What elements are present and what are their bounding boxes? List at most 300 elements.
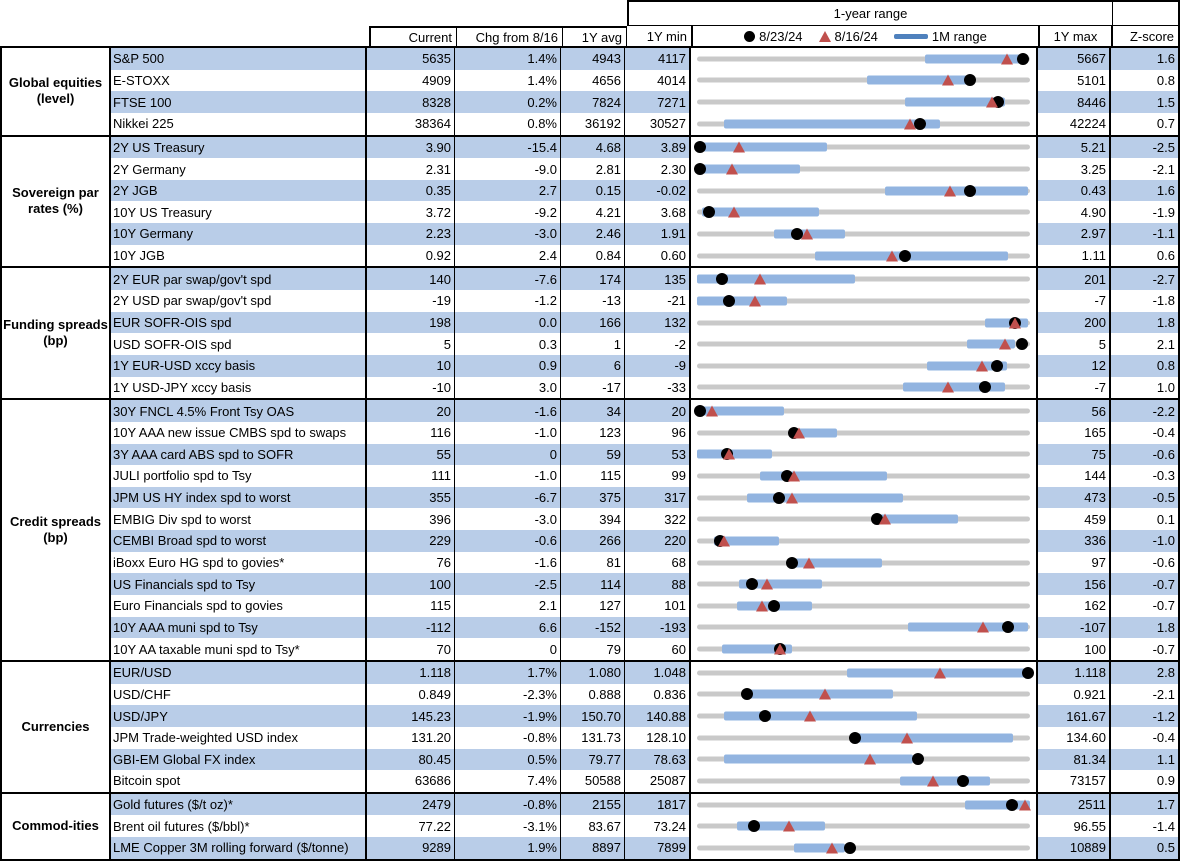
row-label: Euro Financials spd to govies <box>111 595 367 617</box>
prior-week-triangle-marker <box>786 492 798 503</box>
1y-avg-value: 174 <box>561 268 625 290</box>
table-row <box>111 617 1178 639</box>
current-value: 5635 <box>367 48 455 70</box>
zscore-value: 1.6 <box>1111 48 1178 70</box>
1y-min-value: 60 <box>625 638 691 660</box>
1y-min-value: 88 <box>625 573 691 595</box>
1y-min-value: 3.68 <box>625 201 691 223</box>
1y-avg-value: 1 <box>561 333 625 355</box>
1y-avg-value: 8897 <box>561 837 625 859</box>
1y-min-value: 220 <box>625 530 691 552</box>
prior-week-triangle-marker <box>728 207 740 218</box>
range-chart <box>691 530 1038 552</box>
1y-avg-value: 6 <box>561 355 625 377</box>
col-header-current: Current <box>369 26 457 46</box>
1y-avg-value: 150.70 <box>561 705 625 727</box>
zscore-value: -0.7 <box>1111 573 1178 595</box>
current-value: 229 <box>367 530 455 552</box>
range-chart <box>691 48 1038 70</box>
row-label: iBoxx Euro HG spd to govies* <box>111 552 367 574</box>
range-chart-area <box>697 487 1030 509</box>
row-label: 1Y EUR-USD xccy basis <box>111 355 367 377</box>
1y-min-value: 101 <box>625 595 691 617</box>
chg-value: -1.6 <box>455 552 561 574</box>
range-chart-area <box>697 312 1030 334</box>
1y-max-value: 459 <box>1038 508 1111 530</box>
1y-avg-value: 115 <box>561 465 625 487</box>
current-value: 355 <box>367 487 455 509</box>
chg-value: 2.4 <box>455 245 561 267</box>
group-rows <box>111 794 1178 859</box>
range-chart <box>691 91 1038 113</box>
month-range-bar <box>697 165 800 174</box>
current-dot-marker <box>964 185 976 197</box>
range-chart <box>691 662 1038 684</box>
chg-value: 1.4% <box>455 48 561 70</box>
1y-max-value: 2511 <box>1038 794 1111 816</box>
chg-value: 0 <box>455 638 561 660</box>
col-header-zscore: Z-score <box>1113 26 1180 46</box>
current-dot-marker <box>899 250 911 262</box>
table-row <box>111 530 1178 552</box>
range-track <box>697 320 1030 325</box>
month-range-bar <box>885 186 1028 195</box>
chg-value: -9.2 <box>455 201 561 223</box>
chg-value: -6.7 <box>455 487 561 509</box>
prior-week-triangle-marker <box>986 97 998 108</box>
current-value: 10 <box>367 355 455 377</box>
chg-value: -9.0 <box>455 158 561 180</box>
row-label: 1Y USD-JPY xccy basis <box>111 377 367 399</box>
range-chart <box>691 815 1038 837</box>
chg-value: -0.8% <box>455 794 561 816</box>
1y-min-value: 1817 <box>625 794 691 816</box>
prior-week-triangle-marker <box>761 579 773 590</box>
chg-value: 0.8% <box>455 113 561 135</box>
chg-value: 2.1 <box>455 595 561 617</box>
chg-value: 2.7 <box>455 180 561 202</box>
1y-min-value: -0.02 <box>625 180 691 202</box>
1y-min-value: 128.10 <box>625 727 691 749</box>
prior-week-triangle-marker <box>944 185 956 196</box>
table-row <box>111 91 1178 113</box>
current-dot-marker <box>991 360 1003 372</box>
row-label: 3Y AAA card ABS spd to SOFR <box>111 444 367 466</box>
current-value: 5 <box>367 333 455 355</box>
1y-min-value: 0.836 <box>625 684 691 706</box>
table-row <box>111 727 1178 749</box>
1y-min-value: 0.60 <box>625 245 691 267</box>
chg-value: 0.0 <box>455 312 561 334</box>
range-chart <box>691 355 1038 377</box>
1y-avg-value: -17 <box>561 377 625 399</box>
zscore-value: 1.8 <box>1111 617 1178 639</box>
1y-min-value: 73.24 <box>625 815 691 837</box>
current-value: 145.23 <box>367 705 455 727</box>
1y-min-value: -193 <box>625 617 691 639</box>
current-dot-marker <box>1006 799 1018 811</box>
range-chart-area <box>697 113 1030 135</box>
current-value: 140 <box>367 268 455 290</box>
row-label: 10Y AAA muni spd to Tsy <box>111 617 367 639</box>
current-value: 8328 <box>367 91 455 113</box>
asset-group-3 <box>2 400 1178 662</box>
range-chart <box>691 70 1038 92</box>
range-chart-area <box>697 465 1030 487</box>
zscore-value: -1.9 <box>1152 204 1175 220</box>
group-label: Global equities (level) <box>2 48 111 135</box>
range-chart <box>691 137 1038 159</box>
1y-avg-value: 2.81 <box>561 158 625 180</box>
current-dot-marker <box>768 600 780 612</box>
chg-value: -3.0 <box>455 508 561 530</box>
range-chart-area <box>697 201 1030 223</box>
range-chart <box>691 638 1038 660</box>
row-label: Gold futures ($/t oz)* <box>111 794 367 816</box>
current-value: 0.92 <box>367 245 455 267</box>
1y-max-value: 2.97 <box>1038 223 1111 245</box>
1y-max-value: 12 <box>1038 355 1111 377</box>
1y-min-value: -21 <box>625 290 691 312</box>
chg-value: 0.5% <box>455 749 561 771</box>
1y-min-value: 68 <box>625 552 691 574</box>
range-track <box>697 78 1030 83</box>
range-chart-area <box>697 48 1030 70</box>
1y-min-value: 78.63 <box>625 749 691 771</box>
1y-max-value: 96.55 <box>1038 815 1111 837</box>
table-row <box>111 837 1178 859</box>
1y-max-value: 100 <box>1038 638 1111 660</box>
1y-avg-value: 34 <box>561 400 625 422</box>
col-header-chg: Chg from 8/16 <box>457 26 563 46</box>
month-range-bar <box>760 471 887 480</box>
table-row <box>111 245 1178 267</box>
1y-min-value: -2 <box>625 333 691 355</box>
chg-value: 1.9% <box>455 837 561 859</box>
row-label: 10Y Germany <box>111 223 367 245</box>
prior-week-triangle-marker <box>801 228 813 239</box>
range-chart-area <box>697 158 1030 180</box>
current-dot-marker <box>694 163 706 175</box>
table-row <box>111 355 1178 377</box>
1y-max-value: -7 <box>1038 377 1111 399</box>
current-dot-marker <box>703 206 715 218</box>
prior-week-triangle-marker <box>793 427 805 438</box>
range-chart <box>691 837 1038 859</box>
zscore-value: -2.2 <box>1111 400 1178 422</box>
prior-week-triangle-marker <box>749 295 761 306</box>
range-chart-area <box>697 333 1030 355</box>
current-value: 70 <box>367 638 455 660</box>
1y-min-value: 1.048 <box>625 662 691 684</box>
row-label: EMBIG Div spd to worst <box>111 508 367 530</box>
row-label: USD/CHF <box>111 684 367 706</box>
current-value: 77.22 <box>367 815 455 837</box>
range-chart <box>691 794 1038 816</box>
prior-week-triangle-marker <box>706 406 718 417</box>
range-chart-area <box>697 595 1030 617</box>
current-value: 38364 <box>367 113 455 135</box>
group-rows <box>111 268 1178 398</box>
zscore-value: 1.1 <box>1111 749 1178 771</box>
1y-min-value: 7271 <box>625 91 691 113</box>
1y-min-value: 4117 <box>625 48 691 70</box>
prior-week-triangle-marker <box>927 775 939 786</box>
1y-max-value: 10889 <box>1038 837 1111 859</box>
range-chart-area <box>697 223 1030 245</box>
1y-avg-value: 127 <box>561 595 625 617</box>
prior-week-triangle-marker <box>942 382 954 393</box>
1y-avg-value: 1.080 <box>561 662 625 684</box>
current-value: -112 <box>367 617 455 639</box>
1y-avg-value: 59 <box>561 444 625 466</box>
table-row <box>111 749 1178 771</box>
current-value: 131.20 <box>367 727 455 749</box>
prior-week-triangle-marker <box>733 142 745 153</box>
row-label: 2Y US Treasury <box>111 137 367 159</box>
prior-week-triangle-marker <box>904 118 916 129</box>
1y-max-value: 5667 <box>1038 48 1111 70</box>
chg-value: -2.5 <box>455 573 561 595</box>
1y-max-value: 5 <box>1038 333 1111 355</box>
current-value: 20 <box>367 400 455 422</box>
current-value: 3.90 <box>367 137 455 159</box>
row-label: Brent oil futures ($/bbl)* <box>111 815 367 837</box>
month-range-bar <box>900 776 990 785</box>
legend-label: 8/23/24 <box>759 28 803 44</box>
table-row <box>111 595 1178 617</box>
row-label: USD SOFR-OIS spd <box>111 333 367 355</box>
zscore-value: -0.5 <box>1111 487 1178 509</box>
legend-item-bar <box>894 29 987 44</box>
table-row <box>111 573 1178 595</box>
range-chart-area <box>697 552 1030 574</box>
range-chart-area <box>697 617 1030 639</box>
zscore-value: 0.8 <box>1111 355 1178 377</box>
1y-max-value: 201 <box>1038 268 1111 290</box>
current-dot-marker <box>748 820 760 832</box>
range-chart <box>691 508 1038 530</box>
1y-avg-value: 166 <box>561 312 625 334</box>
range-chart-area <box>697 749 1030 771</box>
1y-max-value: 56 <box>1038 400 1111 422</box>
table-row <box>111 444 1178 466</box>
range-chart-area <box>697 573 1030 595</box>
month-range-bar <box>985 318 1028 327</box>
range-chart <box>691 705 1038 727</box>
range-chart-area <box>697 705 1030 727</box>
1y-min-value: 25087 <box>625 770 691 792</box>
chg-value: 3.0 <box>455 377 561 399</box>
1y-min-value: 135 <box>625 268 691 290</box>
table-row <box>111 662 1178 684</box>
1y-min-value: 132 <box>625 312 691 334</box>
row-label: S&P 500 <box>111 48 367 70</box>
range-chart-area <box>697 137 1030 159</box>
range-chart <box>691 487 1038 509</box>
1y-avg-value: 79 <box>561 638 625 660</box>
row-label: GBI-EM Global FX index <box>111 749 367 771</box>
1y-avg-value: 0.15 <box>561 180 625 202</box>
1y-max-value: 161.67 <box>1038 705 1111 727</box>
1y-max-value: 73157 <box>1038 770 1111 792</box>
col-header-1y-avg: 1Y avg <box>563 26 627 46</box>
range-chart <box>691 684 1038 706</box>
range-chart <box>691 573 1038 595</box>
1y-min-value: 99 <box>625 465 691 487</box>
month-range-bar <box>867 76 972 85</box>
range-chart <box>691 180 1038 202</box>
range-chart-area <box>697 794 1030 816</box>
1y-min-value: -33 <box>625 377 691 399</box>
1y-max-value: 165 <box>1038 422 1111 444</box>
table-row <box>111 638 1178 660</box>
1y-max-value: 134.60 <box>1038 727 1111 749</box>
current-dot-marker <box>759 710 771 722</box>
prior-week-triangle-marker <box>803 557 815 568</box>
current-value: 63686 <box>367 770 455 792</box>
range-chart-area <box>697 444 1030 466</box>
zscore-value: 2.8 <box>1111 662 1178 684</box>
current-value: 0.35 <box>367 180 455 202</box>
current-value: -19 <box>367 290 455 312</box>
zscore-value: 0.9 <box>1156 773 1175 789</box>
chg-value: -1.2 <box>455 290 561 312</box>
1y-avg-value: 375 <box>561 487 625 509</box>
range-chart <box>691 595 1038 617</box>
1y-avg-value: 7824 <box>561 91 625 113</box>
1y-max-value: 3.25 <box>1038 158 1111 180</box>
row-label: Bitcoin spot <box>111 770 367 792</box>
table-row <box>111 290 1178 312</box>
1y-avg-value: 81 <box>561 552 625 574</box>
table-body <box>0 46 1180 861</box>
1y-max-value: 1.11 <box>1038 245 1111 267</box>
table-row <box>111 201 1178 223</box>
asset-group-0 <box>2 48 1178 137</box>
table-row <box>111 312 1178 334</box>
1y-avg-value: -152 <box>561 617 625 639</box>
current-dot-marker <box>912 753 924 765</box>
1y-min-value: 30527 <box>625 113 691 135</box>
range-chart <box>691 617 1038 639</box>
chg-value: 1.7% <box>455 662 561 684</box>
current-dot-marker <box>773 492 785 504</box>
1y-max-value: -107 <box>1038 617 1111 639</box>
triangle-legend-icon <box>819 31 831 42</box>
row-label: JULI portfolio spd to Tsy <box>111 465 367 487</box>
zscore-value: -0.4 <box>1152 730 1175 746</box>
chg-value: -7.6 <box>455 268 561 290</box>
prior-week-triangle-marker <box>804 711 816 722</box>
zscore-value: -0.4 <box>1152 425 1175 441</box>
asset-group-2 <box>2 268 1178 400</box>
table-row <box>111 70 1178 92</box>
zscore-value: 1.7 <box>1111 794 1178 816</box>
current-dot-marker <box>1002 621 1014 633</box>
zscore-value: -2.7 <box>1111 268 1178 290</box>
prior-week-triangle-marker <box>1001 53 1013 64</box>
current-dot-marker <box>1016 338 1028 350</box>
1y-max-value: 0.921 <box>1038 684 1111 706</box>
legend-item-dot <box>744 29 802 44</box>
zscore-value: 1.6 <box>1111 180 1178 202</box>
row-label: 2Y JGB <box>111 180 367 202</box>
dot-legend-icon <box>744 31 755 42</box>
row-label: 2Y Germany <box>111 158 367 180</box>
zscore-value: -1.1 <box>1111 223 1178 245</box>
prior-week-triangle-marker <box>783 821 795 832</box>
range-chart-area <box>697 638 1030 660</box>
1y-avg-value: -13 <box>561 290 625 312</box>
label-header-spacer <box>113 26 369 46</box>
asset-group-1 <box>2 137 1178 269</box>
prior-week-triangle-marker <box>977 622 989 633</box>
1y-min-value: 3.89 <box>625 137 691 159</box>
1y-avg-value: 266 <box>561 530 625 552</box>
zscore-value: -2.1 <box>1152 161 1175 177</box>
range-chart <box>691 245 1038 267</box>
zscore-value: -1.0 <box>1111 530 1178 552</box>
1y-min-value: 322 <box>625 508 691 530</box>
current-dot-marker <box>716 273 728 285</box>
current-dot-marker <box>723 295 735 307</box>
range-chart-area <box>697 377 1030 399</box>
row-label: 2Y EUR par swap/gov't spd <box>111 268 367 290</box>
month-range-legend-icon <box>894 34 928 39</box>
zscore-value: -0.7 <box>1152 641 1175 657</box>
range-chart <box>691 727 1038 749</box>
group-rows <box>111 400 1178 660</box>
1y-max-value: 0.43 <box>1038 180 1111 202</box>
prior-week-triangle-marker <box>774 644 786 655</box>
row-label: LME Copper 3M rolling forward ($/tonne) <box>111 837 367 859</box>
range-chart <box>691 400 1038 422</box>
row-label: 30Y FNCL 4.5% Front Tsy OAS <box>111 400 367 422</box>
range-chart-area <box>697 684 1030 706</box>
1y-max-value: -7 <box>1038 290 1111 312</box>
chg-value: 0 <box>455 444 561 466</box>
table-row <box>111 333 1178 355</box>
1y-max-value: 81.34 <box>1038 749 1111 771</box>
1y-min-value: 140.88 <box>625 705 691 727</box>
current-dot-marker <box>746 578 758 590</box>
zscore-value: -1.4 <box>1152 818 1175 834</box>
chg-value: -3.0 <box>455 223 561 245</box>
chg-value: 0.3 <box>455 333 561 355</box>
col-header-1y-max: 1Y max <box>1040 26 1113 46</box>
table-row <box>111 137 1178 159</box>
row-label: 10Y JGB <box>111 245 367 267</box>
current-value: 198 <box>367 312 455 334</box>
1y-avg-value: 50588 <box>561 770 625 792</box>
prior-week-triangle-marker <box>879 514 891 525</box>
current-value: 115 <box>367 595 455 617</box>
row-label: 2Y USD par swap/gov't spd <box>111 290 367 312</box>
current-value: 2479 <box>367 794 455 816</box>
month-range-bar <box>747 493 904 502</box>
current-value: 55 <box>367 444 455 466</box>
1y-max-value: 200 <box>1038 312 1111 334</box>
table-row <box>111 508 1178 530</box>
table-row <box>111 794 1178 816</box>
chg-value: -1.6 <box>455 400 561 422</box>
chg-value: 6.6 <box>455 617 561 639</box>
range-chart <box>691 158 1038 180</box>
range-chart-area <box>697 268 1030 290</box>
table-row <box>111 422 1178 444</box>
table-row <box>111 705 1178 727</box>
